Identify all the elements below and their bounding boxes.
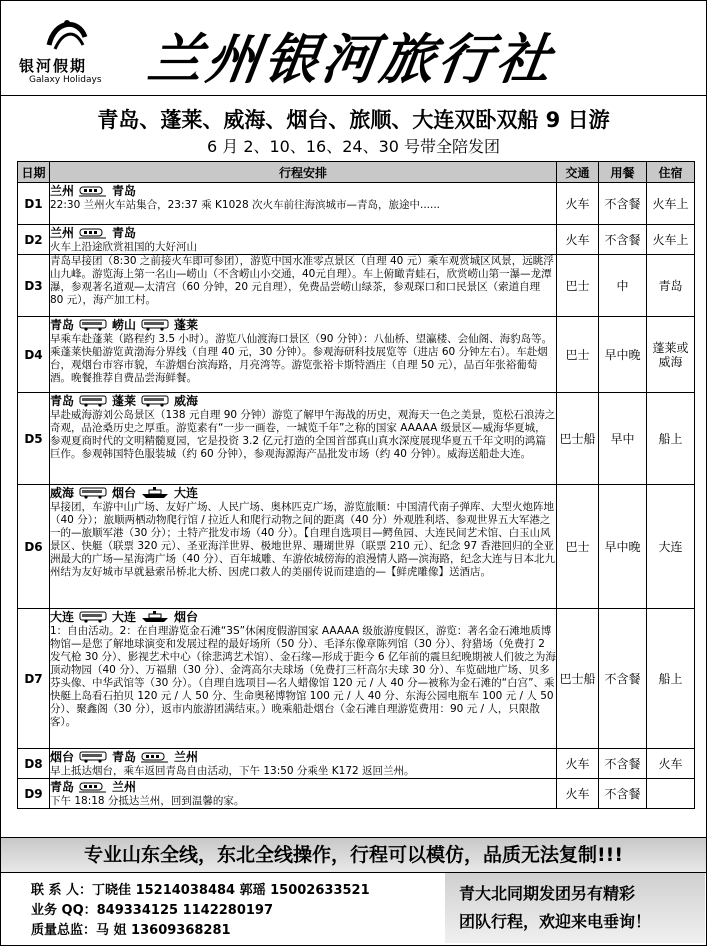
header-meal: 用餐 bbox=[599, 162, 647, 183]
tour-title: 青岛、蓬莱、威海、烟台、旅顺、大连双卧双船 9 日游 bbox=[97, 108, 610, 132]
stay-cell: 火车上 bbox=[647, 183, 695, 225]
day-label: D4 bbox=[18, 317, 50, 393]
route-city: 大连 bbox=[50, 609, 75, 624]
transport-cell: 巴士 bbox=[557, 317, 599, 393]
route-line bbox=[50, 317, 556, 333]
ship-icon bbox=[141, 487, 169, 499]
logo bbox=[15, 15, 125, 85]
route-city: 兰州 bbox=[174, 749, 199, 764]
header bbox=[1, 1, 706, 93]
route-city: 兰州 bbox=[50, 183, 75, 198]
logo-text: 银河假期 bbox=[19, 57, 88, 75]
route-city: 青岛 bbox=[50, 779, 75, 794]
route-line bbox=[50, 183, 556, 199]
route-city: 兰州 bbox=[112, 779, 137, 794]
day-detail-text: 火车上沿途欣赏祖国的大好河山 bbox=[50, 241, 197, 253]
day-label: D6 bbox=[18, 485, 50, 609]
table-row bbox=[18, 393, 695, 485]
company-name: 兰州银河旅行社 bbox=[144, 27, 560, 91]
ship-icon bbox=[141, 611, 169, 623]
route-line bbox=[50, 393, 556, 409]
route-line bbox=[50, 485, 556, 501]
route-city: 蓬莱 bbox=[174, 317, 199, 332]
transport-cell: 火车 bbox=[557, 183, 599, 225]
transport-cell: 巴士船 bbox=[557, 609, 599, 749]
route-line bbox=[50, 779, 556, 795]
header-date: 日期 bbox=[18, 162, 50, 183]
meal-cell: 不含餐 bbox=[599, 183, 647, 225]
meal-cell: 不含餐 bbox=[599, 779, 647, 809]
route-city: 威海 bbox=[50, 485, 75, 500]
route-city: 大连 bbox=[174, 485, 199, 500]
stay-cell: 船上 bbox=[647, 609, 695, 749]
day-detail-cell bbox=[50, 183, 557, 225]
route-city: 威海 bbox=[174, 393, 199, 408]
promo-line-1: 青大北同期发团另有精彩 bbox=[459, 884, 636, 903]
day-detail-cell bbox=[50, 609, 557, 749]
route-city: 青岛 bbox=[112, 225, 137, 240]
meal-cell: 不含餐 bbox=[599, 609, 647, 749]
transport-cell: 巴士 bbox=[557, 255, 599, 317]
header-stay: 住宿 bbox=[647, 162, 695, 183]
itinerary-table bbox=[17, 161, 695, 809]
meal-cell: 中 bbox=[599, 255, 647, 317]
galaxy-logo-icon bbox=[45, 15, 89, 53]
stay-cell: 火车 bbox=[647, 749, 695, 779]
meal-cell: 早中 bbox=[599, 393, 647, 485]
tour-title-block bbox=[1, 95, 706, 162]
day-label: D3 bbox=[18, 255, 50, 317]
day-detail-cell bbox=[50, 749, 557, 779]
table-row bbox=[18, 779, 695, 809]
day-label: D2 bbox=[18, 225, 50, 255]
slogan-banner: 专业山东全线，东北全线操作，行程可以模仿，品质无法复制!!! bbox=[1, 837, 706, 873]
contact-persons: 联 系 人：丁晓佳 15214038484 郭瑶 15002633521 bbox=[31, 883, 370, 898]
route-line bbox=[50, 749, 556, 765]
day-detail-text: 早乘车赴蓬莱（路程约 3.5 小时）。游览八仙渡海口景区（90 分钟）：八仙桥、望瀛楼、会仙阁、海豹岛等。乘蓬莱快船游览黄渤海分界线（自理 40 元，30 分钟）。参观海研科技展览等（进店 60 分钟左右）。车赴烟台，观烟台市容市貌，车游烟台滨海路，月亮湾等。游览张裕卡斯特酒庄（自理 50 元），品百年张裕葡萄酒。晚餐推荐自费品尝海鲜餐。 bbox=[50, 333, 553, 384]
day-detail-text: 22:30 兰州火车站集合，23:37 乘 K1028 次火车前往海滨城市—青岛，旅途中...... bbox=[50, 199, 441, 211]
table-row bbox=[18, 183, 695, 225]
bus-icon bbox=[141, 319, 169, 331]
table-row bbox=[18, 749, 695, 779]
table-row bbox=[18, 225, 695, 255]
day-label: D1 bbox=[18, 183, 50, 225]
promo-line-2: 团队行程，欢迎来电垂询！ bbox=[459, 912, 652, 931]
meal-cell: 不含餐 bbox=[599, 749, 647, 779]
tour-dates: 6 月 2、10、16、24、30 号带全陪发团 bbox=[206, 137, 501, 156]
route-city: 青岛 bbox=[50, 317, 75, 332]
day-detail-cell bbox=[50, 225, 557, 255]
transport-cell: 巴士 bbox=[557, 485, 599, 609]
route-city: 青岛 bbox=[112, 749, 137, 764]
route-city: 蓬莱 bbox=[112, 393, 137, 408]
transport-cell: 火车 bbox=[557, 749, 599, 779]
train-icon bbox=[79, 185, 107, 197]
stay-cell bbox=[647, 779, 695, 809]
bus-icon bbox=[79, 611, 107, 623]
route-city: 兰州 bbox=[50, 225, 75, 240]
bus-icon bbox=[79, 487, 107, 499]
day-detail-cell bbox=[50, 255, 557, 317]
day-label: D5 bbox=[18, 393, 50, 485]
transport-cell: 火车 bbox=[557, 779, 599, 809]
route-city: 烟台 bbox=[50, 749, 75, 764]
day-detail-text: 早接团，车游中山广场、友好广场、人民广场、奥林匹克广场，游览旅顺：中国清代南子弹库、大型火炮阵地（40 分）；旅顺两栖动物爬行馆 / 拉近人和爬行动物之间的距离（40 分）外观胜利塔、参观世界五大军港之一的—旅顺军港（30 分）；土特产批发市场（40 分）。【自理自选项目—鳄鱼园、大连民间艺术馆、白玉山风景区、快艇（联票 320 元）、圣亚海洋世界、极地世界、珊瑚世界（联票 210 元）、纪念 97 香港回归的全亚洲最大的广场—星海湾广场（40 分）、百年城雕、车游依城傍海的浪漫情人路—滨海路，纪念大连与日本北九州结为友好城市早就悬索吊桥北大桥、因虎口救人的美丽传说而建造的—【鲜虎雕像】送酒店。 bbox=[50, 501, 555, 578]
route-line bbox=[50, 609, 556, 625]
table-row bbox=[18, 485, 695, 609]
stay-cell: 大连 bbox=[647, 485, 695, 609]
header-transport: 交通 bbox=[557, 162, 599, 183]
stay-cell: 船上 bbox=[647, 393, 695, 485]
day-detail-text: 早上抵达烟台，乘车返回青岛自由活动，下午 13:50 分乘坐 K172 返回兰州。 bbox=[50, 765, 415, 777]
logo-english: Galaxy Holidays bbox=[29, 75, 102, 85]
train-icon bbox=[79, 227, 107, 239]
table-row bbox=[18, 317, 695, 393]
day-detail-cell bbox=[50, 485, 557, 609]
bus-icon bbox=[79, 751, 107, 763]
route-city: 青岛 bbox=[50, 393, 75, 408]
day-detail-cell bbox=[50, 317, 557, 393]
route-city: 烟台 bbox=[112, 485, 137, 500]
promo-box bbox=[445, 873, 705, 943]
day-detail-text: 1：自由活动。2：在自理游览金石滩“3S”休闲度假游国家 AAAAA 级旅游度假区，游览：著名金石滩地质博物馆—是您了解地球演变和发展过程的最好场所（50 分）、毛泽东像章陈列馆（30 分）、狩猎场（免费打 2 发气枪 30 分）、影视艺术中心（徐悲鸿艺术馆）、金石缘—形成于距今 6 亿年前的震旦纪晚期被人们彼之为海顶动物园（40 分）、万福鼎（30 分）、金湾高尔夫球场（免费打三杆高尔夫球 30 分）、车览础地广场、贝多芬头像、中华武馆等（30 分）。（自理自选项目—名人蜡像馆 120 元 / 人 40 分—被称为金石滩的“白宫”、乘快艇上岛看石拍贝 120 元 / 人 50 分、生命奥秘博物馆 100 元 / 人 40 分、东海公园电瓶车 100 元 / 人 50 分）、聚鑫阁（30 分），返市内旅游团满结束。）晚乘船赴烟台（金石滩自理游览费用：90 元 / 人，只限散客）。 bbox=[50, 625, 556, 728]
route-city: 青岛 bbox=[112, 183, 137, 198]
route-city: 烟台 bbox=[174, 609, 199, 624]
bus-icon bbox=[79, 395, 107, 407]
day-detail-cell bbox=[50, 779, 557, 809]
transport-cell: 火车 bbox=[557, 225, 599, 255]
stay-cell: 蓬莱或威海 bbox=[647, 317, 695, 393]
contact-quality-director: 质量总监：马 姐 13609368281 bbox=[31, 923, 231, 938]
route-city: 大连 bbox=[112, 609, 137, 624]
day-detail-text: 下午 18:18 分抵达兰州，回到温馨的家。 bbox=[50, 795, 245, 807]
route-city: 崂山 bbox=[112, 317, 137, 332]
bus-icon bbox=[141, 395, 169, 407]
table-header-row bbox=[18, 162, 695, 183]
day-label: D7 bbox=[18, 609, 50, 749]
train-icon bbox=[141, 751, 169, 763]
day-detail-text: 早赴威海游刘公岛景区（138 元自理 90 分钟）游览了解甲午海战的历史，观海天一色之美景，览松石浪涛之奇观，品沧桑历史之厚重。游览素有“一步一画卷，一城览千年”之称的国家 AAAAA 级景区—威海华夏城，参观夏商时代的文明精髓夏园，它是投资 3.2 亿元打造的全国首部真山真水深度展现华夏五千年文明的鸿篇巨作。参观韩国特色服装城（约 60 分钟），参观海源海产品批发市场（约 40 分钟）。威海送船赴大连。 bbox=[50, 409, 556, 460]
transport-cell: 巴士船 bbox=[557, 393, 599, 485]
table-row bbox=[18, 609, 695, 749]
day-label: D9 bbox=[18, 779, 50, 809]
table-row bbox=[18, 255, 695, 317]
contact-qq: 业务 QQ：849334125 1142280197 bbox=[31, 903, 274, 918]
meal-cell: 不含餐 bbox=[599, 225, 647, 255]
day-detail-text: 青岛早接团（8:30 之前接火车即可参团），游览中国水准零点景区（自理 40 元）乘车观赏城区风景，远眺浮山九峰。游览海上第一名山—崂山（不含崂山小交通，40元自理）。车上俯瞰青蛙石，欣赏崂山第一瀑—龙潭瀑，参观著名道观—太清宫（60 分钟，20 元自理），免费品尝崂山绿茶，参观琛口和口民景区（索道自理 80 元），海产加工村。 bbox=[50, 255, 554, 306]
meal-cell: 早中晚 bbox=[599, 317, 647, 393]
train-icon bbox=[79, 781, 107, 793]
header-itinerary: 行程安排 bbox=[50, 162, 557, 183]
route-line bbox=[50, 225, 556, 241]
day-detail-cell bbox=[50, 393, 557, 485]
meal-cell: 早中晚 bbox=[599, 485, 647, 609]
stay-cell: 火车上 bbox=[647, 225, 695, 255]
stay-cell: 青岛 bbox=[647, 255, 695, 317]
bus-icon bbox=[79, 319, 107, 331]
day-label: D8 bbox=[18, 749, 50, 779]
